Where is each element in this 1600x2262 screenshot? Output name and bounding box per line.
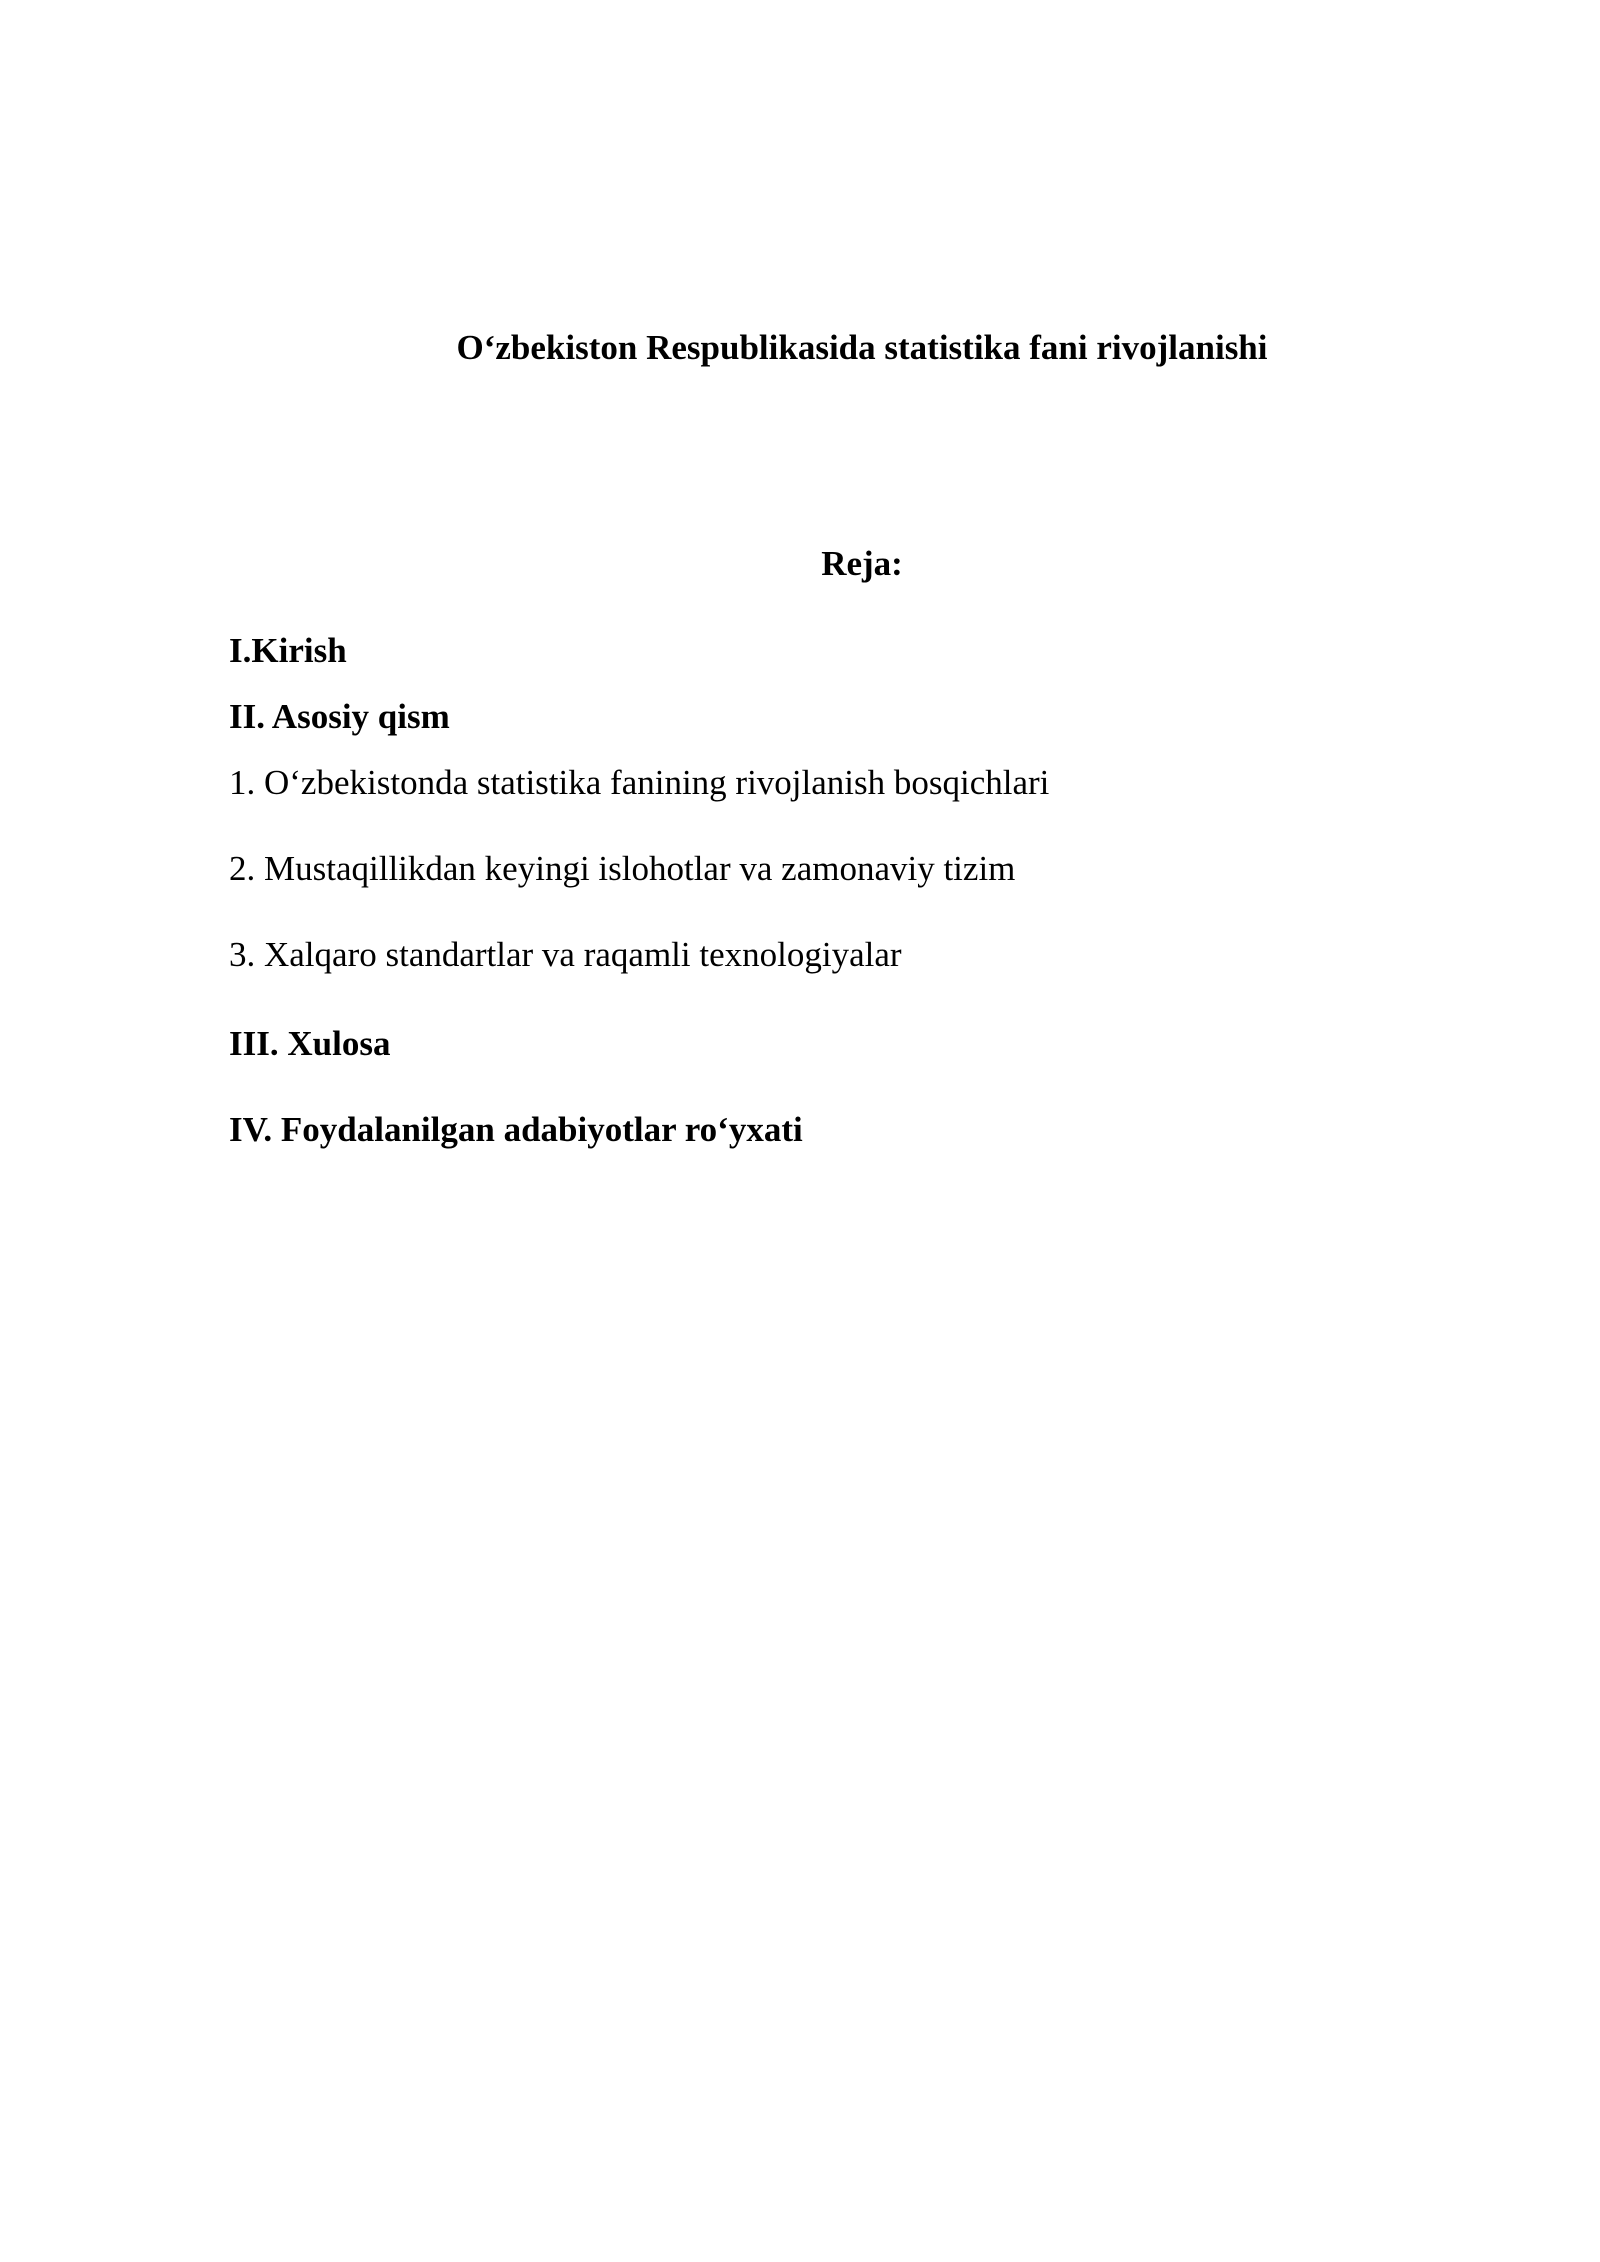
plan-heading: Reja: — [821, 544, 903, 583]
plan-item-main-part: II. Asosiy qism — [229, 697, 450, 736]
plan-item-introduction: I.Kirish — [229, 631, 347, 670]
plan-item-references: IV. Foydalanilgan adabiyotlar ro‘yxati — [229, 1110, 803, 1149]
plan-subitem-2: 2. Mustaqillikdan keyingi islohotlar va zamonaviy tizim — [229, 849, 1016, 888]
document-title: O‘zbekiston Respublikasida statistika fani rivojlanishi — [456, 328, 1268, 367]
plan-item-conclusion: III. Xulosa — [229, 1024, 391, 1063]
plan-subitem-1: 1. O‘zbekistonda statistika fanining rivojlanish bosqichlari — [229, 763, 1050, 802]
plan-subitem-3: 3. Xalqaro standartlar va raqamli texnologiyalar — [229, 935, 902, 974]
